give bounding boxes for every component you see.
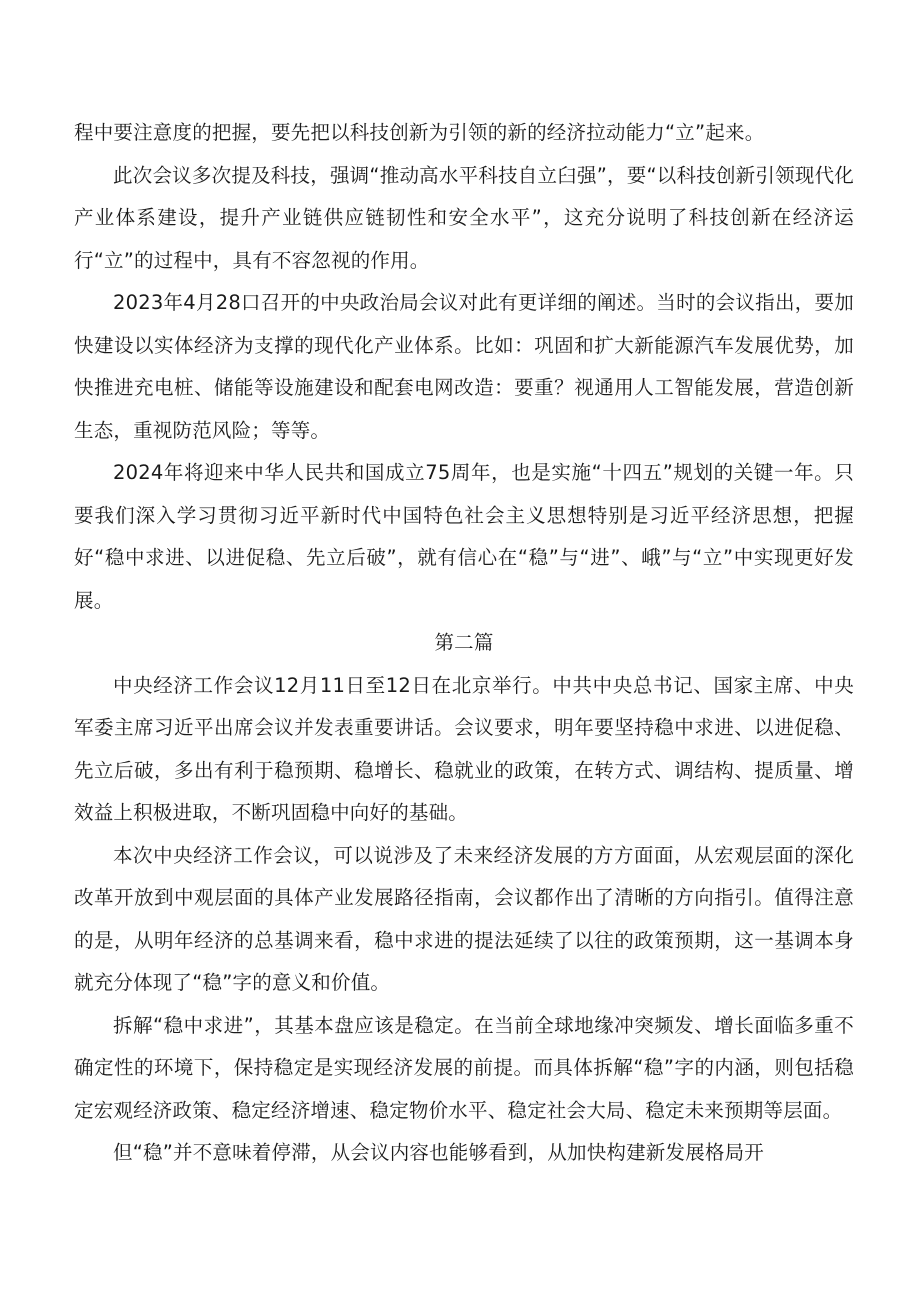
paragraph: 本次中央经济工作会议，可以说涉及了未来经济发展的方方面面，从宏观层面的深化改革开放到中观层面的具体产业发展路径指南，会议都作出了清晰的方向指引。值得注意的是，从明年经济的总基调来看，稳中求进的提法延续了以往的政策预期，这一基调本身就充分体现了“稳”字的意义和价值。	[74, 843, 854, 994]
paragraph: 拆解“稳中求进”，其基本盘应该是稳定。在当前全球地缘冲突频发、增长面临多重不确定性的环境下，保持稳定是实现经济发展的前提。而具体拆解“稳”字的内涵，则包括稳定宏观经济政策、稳定经济增速、稳定物价水平、稳定社会大局、稳定未来预期等层面。	[74, 1013, 854, 1122]
paragraph: 2023年4月28口召开的中央政治局会议对此有更详细的阐述。当时的会议指出，要加快建设以实体经济为支撑的现代化产业体系。比如：巩固和扩大新能源汽车发展优势，加快推进充电桩、储能等设施建设和配套电网改造：要重？视通用人工智能发展，营造创新生态，重视防范风险；等等。	[74, 291, 854, 442]
section-heading: 第二篇	[434, 631, 494, 654]
paragraph: 中央经济工作会议12月11日至12日在北京举行。中共中央总书记、国家主席、中央军委主席习近平出席会议并发表重要讲话。会议要求，明年要坚持稳中求进、以进促稳、先立后破，多出有利于稳预期、稳增长、稳就业的政策，在转方式、调结构、提质量、增效益上积极进取，不断巩固稳中向好的基础。	[74, 673, 854, 824]
document-page	[74, 112, 854, 1175]
paragraph: 2024年将迎来中华人民共和国成立75周年，也是实施“十四五”规划的关键一年。只要我们深入学习贯彻习近平新时代中国特色社会主义思想特别是习近平经济思想，把握好“稳中求进、以进促稳、先立后破”，就有信心在“稳”与“进”、峨”与“立”中实现更好发展。	[74, 461, 854, 612]
paragraph: 程中要注意度的把握，要先把以科技创新为引领的新的经济拉动能力“立”起来。	[74, 121, 765, 144]
paragraph: 此次会议多次提及科技，强调“推动高水平科技自立臼强”，要“以科技创新引领现代化产业体系建设，提升产业链供应链韧性和安全水平”，这充分说明了科技创新在经济运行“立”的过程中，具有不容忽视的作用。	[74, 163, 854, 272]
paragraph: 但“稳”并不意味着停滞，从会议内容也能够看到，从加快构建新发展格局开	[113, 1141, 765, 1164]
